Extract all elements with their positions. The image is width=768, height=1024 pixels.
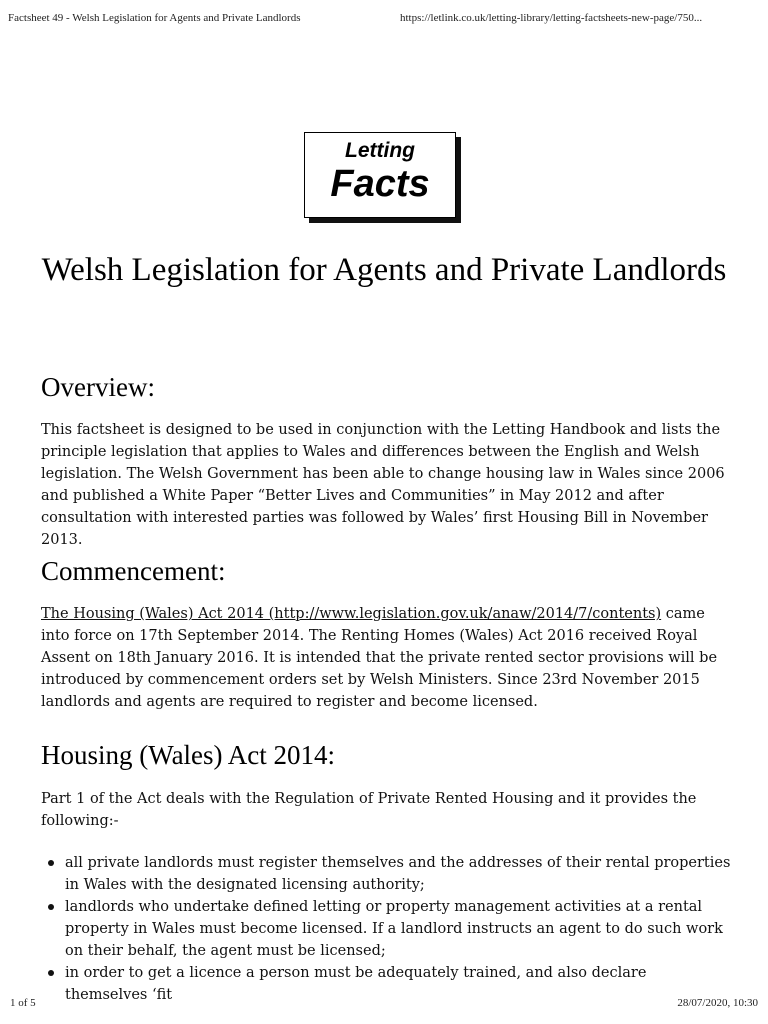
commencement-paragraph bbox=[41, 603, 731, 713]
document-title: Welsh Legislation for Agents and Private Landlords bbox=[41, 252, 727, 288]
housing-act-heading: Housing (Wales) Act 2014: bbox=[41, 740, 336, 770]
list-item-text: in order to get a licence a person must be adequately trained, and also declare themselves ‘fit bbox=[65, 965, 647, 1003]
list-item bbox=[41, 962, 731, 1006]
print-footer-page: 1 of 5 bbox=[10, 997, 36, 1009]
logo-box bbox=[304, 132, 456, 218]
list-item-text: all private landlords must register themselves and the addresses of their rental properties in Wales with the designated licensing authority; bbox=[65, 855, 731, 893]
list-item bbox=[41, 852, 731, 896]
commencement-heading: Commencement: bbox=[41, 556, 226, 586]
bullet-icon bbox=[48, 970, 54, 976]
list-item bbox=[41, 896, 731, 962]
housing-act-link[interactable]: The Housing (Wales) Act 2014 (http://www.legislation.gov.uk/anaw/2014/7/contents) bbox=[41, 606, 662, 622]
letting-facts-logo bbox=[304, 132, 462, 224]
housing-act-provisions-list bbox=[41, 852, 731, 1006]
commencement-text: came into force on 17th September 2014. The Renting Homes (Wales) Act 2016 received Royal Assent on 18th January 2016. It is intended that the private rented sector provisions will be introduced by commencement orders set by Welsh Ministers. Since 23rd November 2015 landlords and agents are required to register and become licensed. bbox=[41, 606, 718, 710]
logo-line-facts: Facts bbox=[330, 163, 430, 205]
bullet-icon bbox=[48, 860, 54, 866]
print-footer-datetime: 28/07/2020, 10:30 bbox=[677, 997, 758, 1009]
list-item-text: landlords who undertake defined letting or property management activities at a rental property in Wales must become licensed. If a landlord instructs an agent to do such work on their behalf, the agent must be licensed; bbox=[65, 899, 723, 959]
print-header-title: Factsheet 49 - Welsh Legislation for Agents and Private Landlords bbox=[8, 12, 301, 24]
overview-heading: Overview: bbox=[41, 372, 155, 402]
print-header-url: https://letlink.co.uk/letting-library/letting-factsheets-new-page/750... bbox=[400, 12, 703, 24]
logo-line-letting: Letting bbox=[345, 139, 415, 162]
overview-paragraph: This factsheet is designed to be used in conjunction with the Letting Handbook and lists the principle legislation that applies to Wales and differences between the English and Welsh legislation. The Welsh Government has been able to change housing law in Wales since 2006 and published a White Paper “Better Lives and Communities” in May 2012 and after consultation with interested parties was followed by Wales’ first Housing Bill in November 2013. bbox=[41, 422, 725, 548]
housing-act-intro: Part 1 of the Act deals with the Regulation of Private Rented Housing and it provides the following:- bbox=[41, 791, 697, 829]
bullet-icon bbox=[48, 904, 54, 910]
